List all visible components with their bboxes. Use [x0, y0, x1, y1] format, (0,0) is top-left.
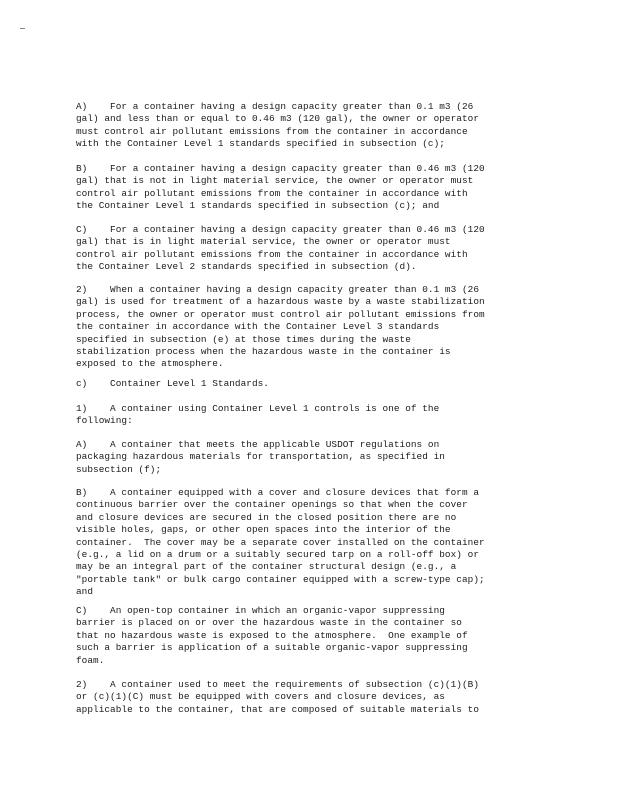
text-line: gal) that is not in light material service, the owner or operator must: [76, 175, 474, 187]
text-line: gal) and less than or equal to 0.46 m3 (120 gal), the owner or operator: [76, 113, 479, 125]
text-line: process, the owner or operator must control air pollutant emissions from: [76, 308, 485, 320]
text-line: and: [76, 586, 94, 598]
text-line: control air pollutant emissions from the container in accordance with: [76, 187, 468, 199]
text-line: and closure devices are secured in the closed position there are no: [76, 511, 457, 523]
text-line: 2) When a container having a design capacity greater than 0.1 m3 (26: [76, 284, 479, 295]
text-line: container. The cover may be a separate cover installed on the container: [76, 536, 485, 548]
text-line: following:: [76, 415, 133, 427]
text-line: gal) that is in light material service, the owner or operator must: [76, 236, 451, 248]
text-line: gal) is used for treatment of a hazardous waste by a waste stabilization: [76, 296, 485, 308]
text-line: visible holes, gaps, or other open spaces into the interior of the: [76, 524, 451, 536]
paragraph-2-covers-materials: [76, 679, 606, 716]
text-line: that no hazardous waste is exposed to the atmosphere. One example of: [76, 629, 468, 641]
text-line: A) For a container having a design capacity greater than 0.1 m3 (26: [76, 101, 474, 112]
text-line: stabilization process when the hazardous waste in the container is: [76, 346, 451, 358]
section-heading-level1-standards: [76, 378, 606, 390]
text-line: C) For a container having a design capacity greater than 0.46 m3 (120: [76, 224, 485, 235]
text-line: the Container Level 2 standards specified in subsection (d).: [76, 261, 417, 273]
text-line: with the Container Level 1 standards specified in subsection (c);: [76, 138, 445, 150]
text-line: C) An open-top container in which an organic-vapor suppressing: [76, 605, 445, 616]
paragraph-a-level1-small: [76, 101, 606, 151]
text-line: B) For a container having a design capacity greater than 0.46 m3 (120: [76, 163, 485, 174]
paragraph-b-cover-closure: [76, 487, 606, 599]
text-line: "portable tank" or bulk cargo container equipped with a screw-type cap);: [76, 573, 485, 585]
text-line: the container in accordance with the Container Level 3 standards: [76, 321, 440, 333]
text-line: continuous barrier over the container openings so that when the cover: [76, 499, 468, 511]
paragraph-c-open-top: [76, 605, 606, 667]
paragraph-c-level2: [76, 224, 606, 274]
text-line: may be an integral part of the container structural design (e.g., a: [76, 561, 457, 573]
paragraph-2-level3: [76, 284, 606, 371]
paragraph-b-level1-large: [76, 163, 606, 213]
text-line: B) A container equipped with a cover and closure devices that form a: [76, 487, 479, 498]
text-line: A) A container that meets the applicable USDOT regulations on: [76, 439, 440, 450]
text-line: foam.: [76, 654, 105, 666]
text-line: specified in subsection (e) at those times during the waste: [76, 333, 411, 345]
text-line: subsection (f);: [76, 463, 162, 475]
text-line: packaging hazardous materials for transportation, as specified in: [76, 451, 445, 463]
paragraph-a-usdot: [76, 439, 606, 476]
text-line: the Container Level 1 standards specified in subsection (c); and: [76, 200, 440, 212]
text-line: such a barrier is application of a suitable organic-vapor suppressing: [76, 642, 468, 654]
text-line: applicable to the container, that are composed of suitable materials to: [76, 703, 479, 715]
text-line: (e.g., a lid on a drum or a suitably secured tarp on a roll-off box) or: [76, 549, 479, 561]
text-line: or (c)(1)(C) must be equipped with covers and closure devices, as: [76, 691, 445, 703]
text-line: 1) A container using Container Level 1 controls is one of the: [76, 403, 440, 414]
text-line: c) Container Level 1 Standards.: [76, 378, 269, 389]
text-line: 2) A container used to meet the requirements of subsection (c)(1)(B): [76, 679, 479, 690]
text-line: exposed to the atmosphere.: [76, 358, 224, 370]
text-line: control air pollutant emissions from the container in accordance with: [76, 248, 468, 260]
paragraph-1-level1-intro: [76, 403, 606, 428]
scan-mark: [20, 28, 25, 29]
text-line: must control air pollutant emissions from the container in accordance: [76, 125, 468, 137]
text-line: barrier is placed on or over the hazardous waste in the container so: [76, 617, 462, 629]
